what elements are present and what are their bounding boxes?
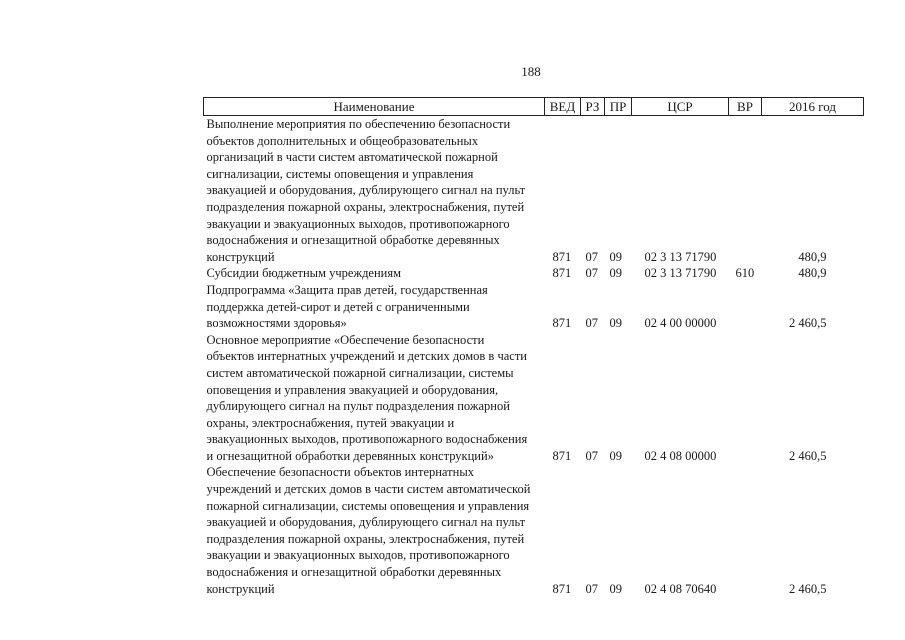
row-amount: 480,9	[798, 266, 827, 281]
row-amount: 2 460,5	[789, 581, 827, 596]
row-name: Субсидии бюджетным учреждениям	[206, 266, 402, 281]
table-header-row	[204, 98, 864, 116]
row-csr: 02 4 08 70640	[644, 581, 717, 596]
row-csr: 02 3 13 71790	[644, 249, 717, 264]
row-csr: 02 3 13 71790	[644, 266, 717, 281]
row-ved: 871	[552, 249, 572, 264]
row-rz: 07	[585, 581, 598, 596]
row-name: Подпрограмма «Защита прав детей, государственная поддержка детей-сирот и детей с ограниченными возможностями здоровья»	[206, 282, 488, 331]
row-csr: 02 4 08 00000	[644, 448, 717, 463]
table-row	[204, 332, 864, 465]
row-pr: 09	[609, 249, 622, 264]
header-vr: ВР	[729, 98, 762, 116]
row-name: Выполнение мероприятия по обеспечению безопасности объектов дополнительных и общеобразовательных организаций в части систем автоматической пожарной сигнализации, системы оповещения и управления эвакуацией и оборудования, дублирующего сигнал на пульт подразделения пожарной охраны, электроснабжения, путей эвакуации и эвакуационных выходов, противопожарного водоснабжения и огнезащитной обработке деревянных конструкций	[206, 117, 526, 264]
header-rz: РЗ	[581, 98, 605, 116]
row-pr: 09	[609, 316, 622, 331]
row-amount: 480,9	[798, 249, 827, 264]
row-rz: 07	[585, 448, 598, 463]
table-row	[204, 265, 864, 282]
table-row	[204, 116, 864, 266]
row-pr: 09	[609, 448, 622, 463]
header-year: 2016 год	[762, 98, 864, 116]
row-name: Основное мероприятие «Обеспечение безопасности объектов интернатных учреждений и детских домов в части систем автоматической пожарной сигнализации, системы оповещения и управления эвакуацией и оборудования, дублирующего сигнал на пульт подразделения пожарной охраны, электроснабжения, путей эвакуации и эвакуационных выходов, противопожарного водоснабжения и огнезащитной обработки деревянных конструкций»	[206, 332, 528, 463]
table-row	[204, 464, 864, 597]
row-ved: 871	[552, 581, 572, 596]
row-pr: 09	[609, 266, 622, 281]
header-pr: ПР	[605, 98, 632, 116]
row-rz: 07	[585, 249, 598, 264]
header-ved: ВЕД	[545, 98, 581, 116]
row-ved: 871	[552, 448, 572, 463]
row-vr	[729, 282, 762, 332]
row-vr	[729, 332, 762, 465]
row-vr	[729, 116, 762, 266]
row-ved: 871	[552, 266, 572, 281]
page-number: 188	[521, 64, 541, 79]
row-vr: 610	[735, 266, 755, 281]
row-vr	[729, 464, 762, 597]
table-row	[204, 282, 864, 332]
row-amount: 2 460,5	[789, 448, 827, 463]
row-pr: 09	[609, 581, 622, 596]
header-name: Наименование	[204, 98, 545, 116]
row-rz: 07	[585, 266, 598, 281]
header-csr: ЦСР	[632, 98, 729, 116]
row-name: Обеспечение безопасности объектов интернатных учреждений и детских домов в части систем автоматической пожарной сигнализации, системы оповещения и управления эвакуацией и оборудования, дублирующего сигнал на пульт подразделения пожарной охраны, электроснабжения, путей эвакуации и эвакуационных выходов, противопожарного водоснабжения и огнезащитной обработки деревянных конструкций	[206, 465, 531, 596]
row-ved: 871	[552, 316, 572, 331]
budget-table	[203, 97, 864, 597]
row-rz: 07	[585, 316, 598, 331]
row-amount: 2 460,5	[789, 316, 827, 331]
row-csr: 02 4 00 00000	[644, 316, 717, 331]
